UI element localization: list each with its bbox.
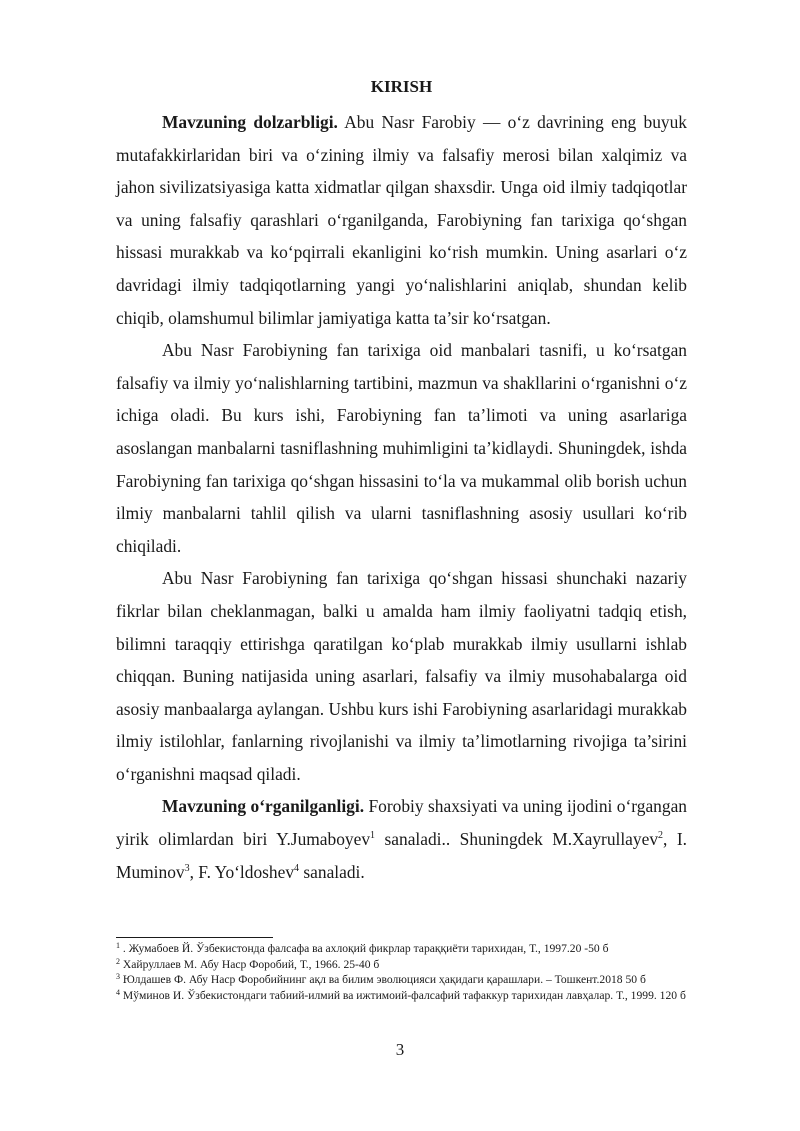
footnote-3 xyxy=(116,972,687,988)
paragraph-text: Abu Nasr Farobiyning fan tarixiga qo‘shgan hissasi shunchaki nazariy fikrlar bilan cheklanmagan, balki u amalda ham ilmiy faoliyatni tadqiq etish, bilimni taraqqiy ettirishga qaratilgan ko‘plab murakkab ilmiy usullarni ishlab chiqqan. Buning natijasida uning asarlari, falsafiy va ilmiy musohabalarga oid asosiy manbaalarga aylangan. Ushbu kurs ishi Farobiyning asarlaridagi murakkab ilmiy istilohlar, fanlarning rivojlanishi va ilmiy ta’limotlarning rivojiga ta’sirini o‘rganishni maqsad qiladi. xyxy=(116,568,687,784)
footnote-1 xyxy=(116,941,687,957)
footnote-text: Мўминов И. Ўзбекистондаги табиий-илмий ва ижтимоий-фалсафий тафаккур тарихидан лавҳалар. Т., 1999. 120 б xyxy=(120,988,686,1002)
footnote-mark: 2 xyxy=(116,956,120,966)
section-heading: KIRISH xyxy=(370,77,433,96)
paragraph-text: , I. Muminov xyxy=(116,829,687,882)
paragraph-text: Abu Nasr Farobiyning fan tarixiga oid manbalari tasnifi, u ko‘rsatgan falsafiy va ilmiy yo‘nalishlarning tartibini, mazmun va shakllarini o‘rganishni o‘z ichiga oladi. Bu kurs ishi, Farobiyning fan ta’limoti va uning asarlariga asoslangan manbalarni tasniflashning muhimligini ta’kidlaydi. Shuningdek, ishda Farobiyning fan tarixiga qo‘shgan hissasini to‘la va mukammal olib borish uchun ilmiy manbalarni tahlil qilish va ularni tasniflashning asosiy usullari ko‘rib chiqiladi. xyxy=(116,340,687,556)
footnote-text: Юлдашев Ф. Абу Наср Форобийнинг ақл ва билим эволюцияси ҳақидаги қарашлари. – Тошкент.2018 50 б xyxy=(120,973,646,986)
footnote-mark: 1 xyxy=(116,941,120,950)
paragraph-text: sanaladi.. Shuningdek M.Xayrullayev xyxy=(375,829,659,850)
footnote-mark: 4 xyxy=(116,987,120,997)
footnote-ref: 3 xyxy=(184,862,190,874)
footnotes xyxy=(116,941,687,1003)
paragraph-lead: Mavzuning dolzarbligi. xyxy=(162,112,338,132)
paragraph-relevance xyxy=(116,106,687,334)
paragraph-study-degree xyxy=(116,790,687,888)
paragraph-lead: Mavzuning o‘rganilganligi. xyxy=(162,796,365,817)
footnote-divider xyxy=(116,937,273,938)
paragraph-sources xyxy=(116,334,687,562)
main-text xyxy=(116,76,687,888)
paragraph-text: sanaladi. xyxy=(299,861,365,882)
footnote-4 xyxy=(116,988,687,1004)
paragraph-text: , F. Yo‘ldoshev xyxy=(189,861,295,882)
footnote-text: Хайруллаев М. Абу Наср Форобий, Т., 1966. 25-40 б xyxy=(120,957,380,971)
footnote-2 xyxy=(116,957,687,973)
paragraph-text: Forobiy shaxsiyati va uning ijodini o‘rgangan yirik olimlardan biri Y.Jumaboyev xyxy=(116,796,687,850)
footnote-ref: 2 xyxy=(658,830,664,842)
page-number: 3 xyxy=(395,1040,405,1059)
paragraph-text: Abu Nasr Farobiy — o‘z davrining eng buyuk mutafakkirlaridan biri va o‘zining ilmiy va falsafiy merosi bilan xalqimiz va jahon sivilizatsiyasiga katta xidmatlar qilgan shaxsdir. Unga oid ilmiy tadqiqotlar va uning falsafiy qarashlari o‘rganilganda, Farobiyning fan tarixiga qo‘shgan hissasi murakkab va ko‘pqirrali ekanligini ko‘rish mumkin. Uning asarlari o‘z davridagi ilmiy tadqiqotlarning yangi yo‘nalishlarini aniqlab, shundan kelib chiqib, olamshumul bilimlar jamiyatiga katta ta’sir ko‘rsatgan. xyxy=(116,112,687,328)
footnote-ref: 4 xyxy=(294,862,300,874)
paragraph-contribution xyxy=(116,562,687,790)
footnote-text: . Жумабоев Й. Ўзбекистонда фалсафа ва ахлоқий фикрлар тараққиёти тарихидан, Т., 1997.20 -50 б xyxy=(120,942,609,955)
footnote-mark: 3 xyxy=(116,972,120,981)
footnote-ref: 1 xyxy=(370,830,376,842)
